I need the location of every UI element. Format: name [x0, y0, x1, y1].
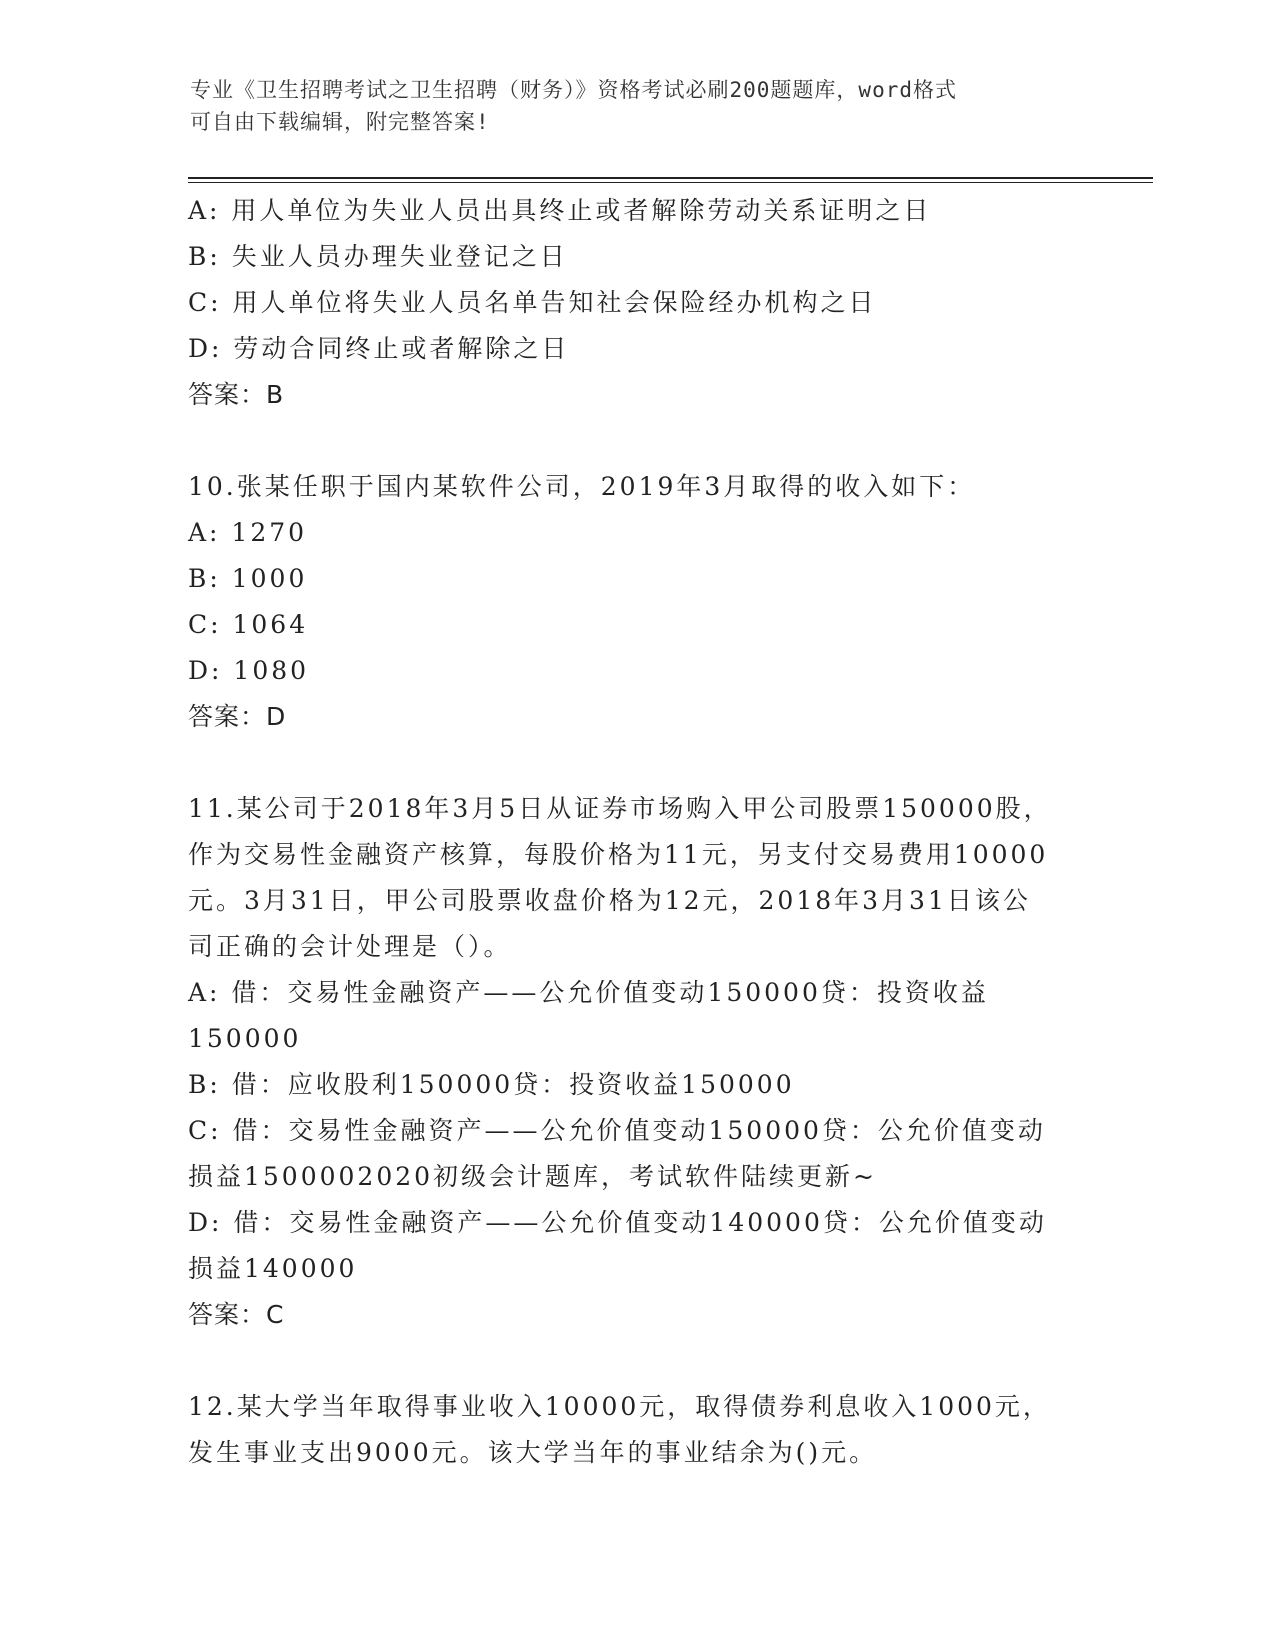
question-stem-line: 元。3月31日，甲公司股票收盘价格为12元，2018年3月31日该公: [188, 886, 1031, 915]
option-c: C: 用人单位将失业人员名单告知社会保险经办机构之日: [188, 288, 877, 317]
document-header: [190, 74, 1090, 138]
option-a-continued: 150000: [188, 1024, 302, 1053]
question-12: [188, 1384, 1088, 1476]
question-stem-line: 12.某大学当年取得事业收入10000元，取得债券利息收入1000元，: [188, 1392, 1051, 1421]
option-c: C: 借：交易性金融资产——公允价值变动150000贷：公允价值变动: [188, 1116, 1046, 1145]
question-stem-line: 发生事业支出9000元。该大学当年的事业结余为()元。: [188, 1438, 878, 1467]
header-line-2: 可自由下载编辑，附完整答案!: [190, 110, 490, 134]
option-a: A: 用人单位为失业人员出具终止或者解除劳动关系证明之日: [188, 196, 932, 225]
spacer: [188, 418, 1088, 464]
header-divider: [188, 177, 1153, 179]
question-9: [188, 188, 1088, 418]
answer-line: 答案：D: [188, 702, 287, 731]
option-a: A: 借：交易性金融资产——公允价值变动150000贷：投资收益: [188, 978, 989, 1007]
answer-line: 答案：B: [188, 380, 285, 409]
option-a: A: 1270: [188, 518, 308, 547]
option-d: D: 1080: [188, 656, 310, 685]
option-d: D: 劳动合同终止或者解除之日: [188, 334, 570, 363]
spacer: [188, 1338, 1088, 1384]
question-stem-line: 11.某公司于2018年3月5日从证券市场购入甲公司股票150000股，: [188, 794, 1052, 823]
header-line-1: 专业《卫生招聘考试之卫生招聘（财务）》资格考试必刷200题题库，word格式: [190, 78, 957, 102]
option-c: C: 1064: [188, 610, 309, 639]
question-stem-line: 作为交易性金融资产核算，每股价格为11元，另支付交易费用10000: [188, 840, 1049, 869]
option-d: D: 借：交易性金融资产——公允价值变动140000贷：公允价值变动: [188, 1208, 1047, 1237]
document-body: [188, 188, 1088, 1476]
question-stem-line: 司正确的会计处理是（）。: [188, 932, 512, 961]
question-10: [188, 464, 1088, 740]
option-b: B: 1000: [188, 564, 308, 593]
question-11: [188, 786, 1088, 1338]
spacer: [188, 740, 1088, 786]
option-b: B: 借：应收股利150000贷：投资收益150000: [188, 1070, 795, 1099]
option-b: B: 失业人员办理失业登记之日: [188, 242, 568, 271]
answer-line: 答案：C: [188, 1300, 285, 1329]
header-divider-thin: [188, 182, 1153, 183]
question-stem: 10.张某任职于国内某软件公司，2019年3月取得的收入如下：: [188, 472, 976, 501]
option-c-continued: 损益1500002020初级会计题库，考试软件陆续更新~: [188, 1162, 878, 1191]
option-d-continued: 损益140000: [188, 1254, 358, 1283]
